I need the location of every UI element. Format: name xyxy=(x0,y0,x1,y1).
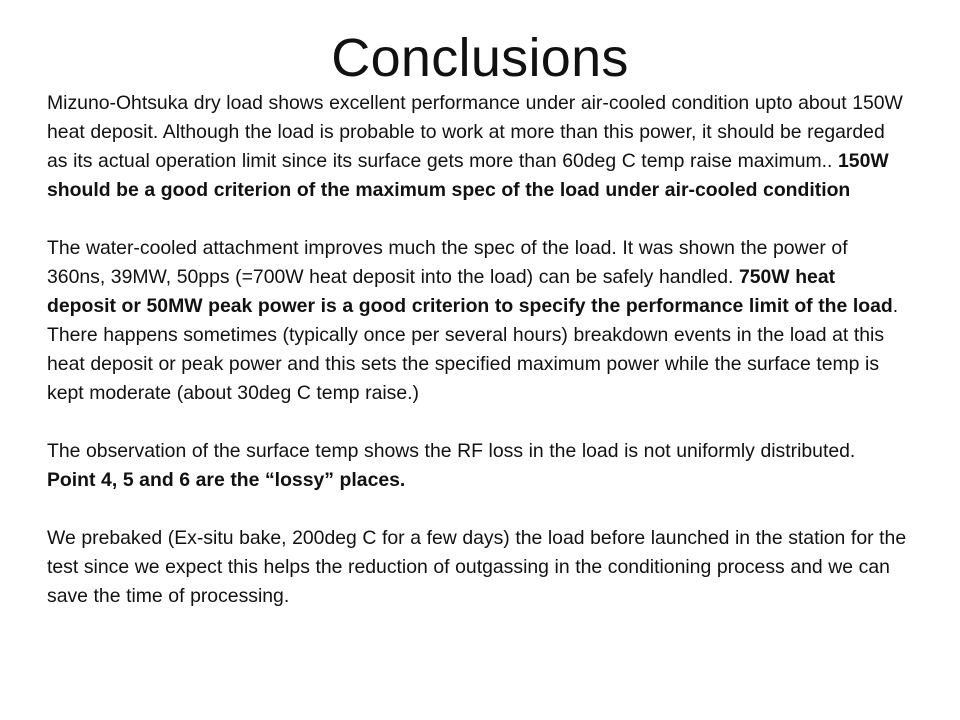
bold-text-run: 150W should be a good criterion of the maximum spec of the load under air-cooled condition xyxy=(47,150,889,201)
slide-title: Conclusions xyxy=(331,28,629,88)
paragraph-prebake xyxy=(47,524,909,611)
text-run: Mizuno-Ohtsuka dry load shows excellent performance under air-cooled condition upto about 150W heat deposit. Although the load is probable to work at more than this power, it should be regarded as its actual operation limit since its surface gets more than 60deg C temp raise maximum.. xyxy=(47,92,903,172)
text-run: . There happens sometimes (typically once per several hours) breakdown events in the load at this heat deposit or peak power and this sets the specified maximum power while the surface temp is kept moderate (about 30deg C temp raise.) xyxy=(47,295,899,404)
paragraph-water-cooled xyxy=(47,234,909,408)
text-run: The water-cooled attachment improves much the spec of the load. It was shown the power of 360ns, 39MW, 50pps (=700W heat deposit into the load) can be safely handled. xyxy=(47,237,848,288)
text-run: The observation of the surface temp shows the RF loss in the load is not uniformly distributed. xyxy=(47,440,856,462)
text-run: We prebaked (Ex-situ bake, 200deg C for a few days) the load before launched in the station for the test since we expect this helps the reduction of outgassing in the conditioning process and we can save the time of processing. xyxy=(47,527,907,607)
bold-text-run: 750W heat deposit or 50MW peak power is a good criterion to specify the performance limit of the load xyxy=(47,266,893,317)
paragraph-surface-temp xyxy=(47,437,909,495)
slide-body xyxy=(47,89,909,611)
paragraph-air-cooled xyxy=(47,89,909,205)
bold-text-run: Point 4, 5 and 6 are the “lossy” places. xyxy=(47,469,406,491)
